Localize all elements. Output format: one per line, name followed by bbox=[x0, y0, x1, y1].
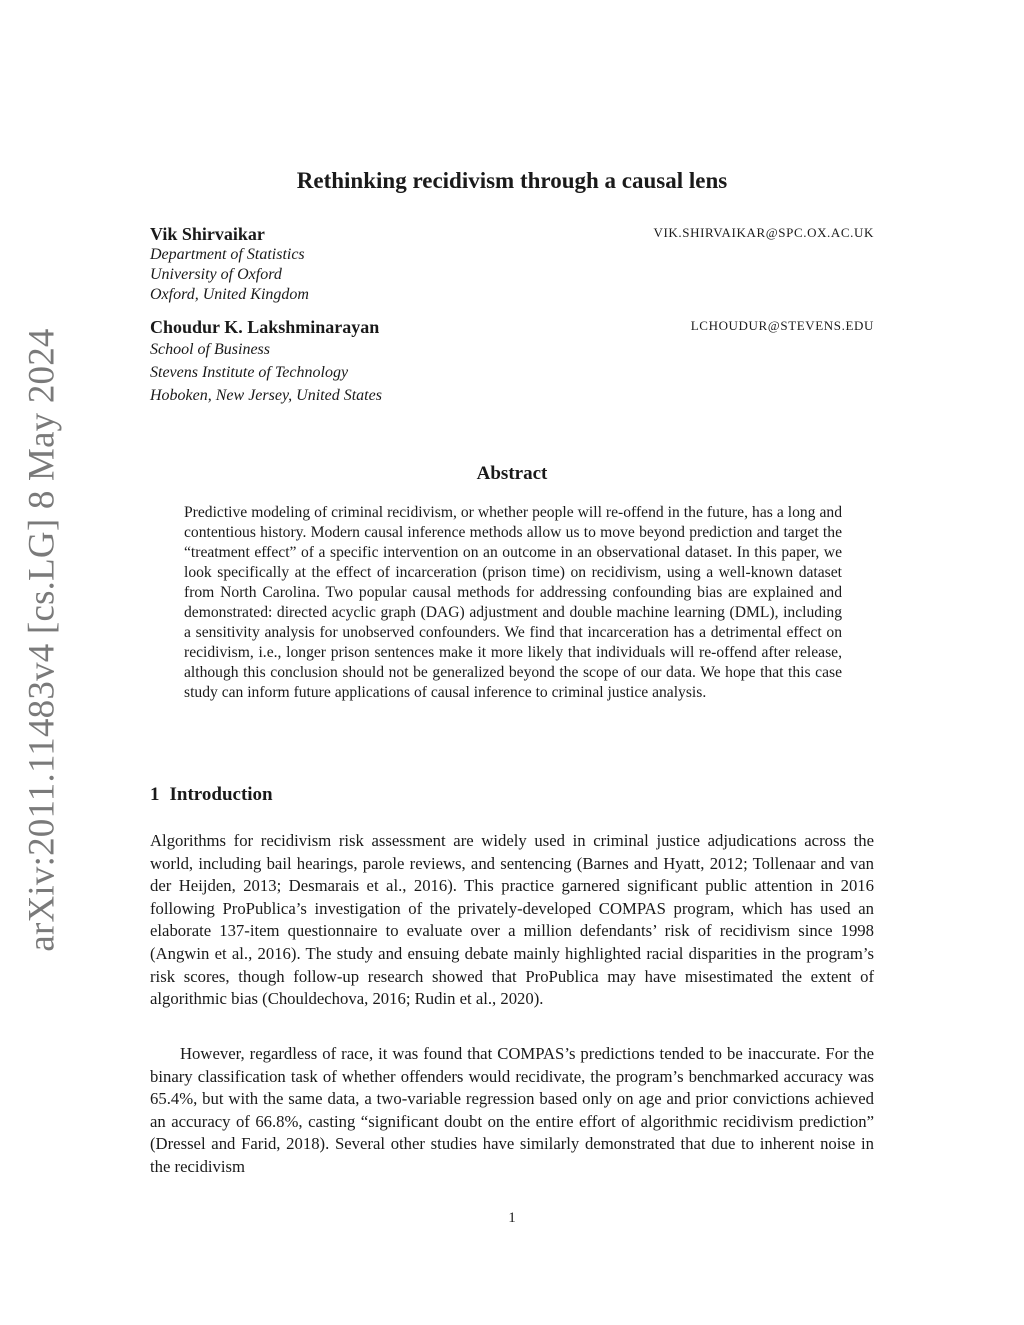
abstract-heading: Abstract bbox=[476, 463, 548, 484]
section-title: Introduction bbox=[169, 784, 273, 805]
author-department: Department of Statistics bbox=[150, 246, 305, 263]
author-department: School of Business bbox=[150, 341, 270, 358]
author-institution: Stevens Institute of Technology bbox=[150, 364, 349, 381]
page-number: 1 bbox=[508, 1210, 516, 1226]
author-location: Hoboken, New Jersey, United States bbox=[150, 387, 382, 404]
author-block-1 bbox=[150, 223, 874, 305]
author-email[interactable]: LCHOUDUR@STEVENS.EDU bbox=[690, 318, 874, 333]
abstract-text: Predictive modeling of criminal recidivism, or whether people will re-offend in the future, has a long and contentious history. Modern causal inference methods allow us to move beyond prediction and target the “treatment effect” of a specific intervention on an outcome in an observational dataset. In this paper, we look specifically at the effect of incarceration (prison time) on recidivism, using a well-known dataset from North Carolina. Two popular causal methods for addressing confounding bias are explained and demonstrated: directed acyclic graph (DAG) adjustment and double machine learning (DML), including a sensitivity analysis for unobserved confounders. We find that incarceration has a detrimental effect on recidivism, i.e., longer prison sentences make it more likely that individuals will re-offend after release, although this conclusion should not be generalized beyond the scope of our data. We hope that this case study can inform future applications of causal inference to criminal justice analysis. bbox=[184, 504, 842, 701]
author-block-2 bbox=[150, 316, 874, 407]
author-name: Vik Shirvaikar bbox=[150, 224, 265, 244]
author-name: Choudur K. Lakshminarayan bbox=[150, 317, 380, 337]
section-heading-introduction bbox=[150, 784, 273, 806]
section-number: 1 bbox=[150, 784, 160, 805]
intro-paragraph-1: Algorithms for recidivism risk assessment are widely used in criminal justice adjudications across the world, including bail hearings, parole reviews, and sentencing (Barnes and Hyatt, 2012; Tollenaar and van der Heijden, 2013; Desmarais et al., 2016). This practice garnered significant public attention in 2016 following ProPublica’s investigation of the privately-developed COMPAS program, which has used an elaborate 137-item questionnaire to evaluate over a million defendants’ risk of recidivism since 1998 (Angwin et al., 2016). The study and ensuing debate mainly highlighted racial disparities in the program’s risk scores, though follow-up research showed that ProPublica may have misestimated the extent of algorithmic bias (Chouldechova, 2016; Rudin et al., 2020). bbox=[150, 831, 874, 1009]
arxiv-identifier-stamp: arXiv:2011.11483v4 [cs.LG] 8 May 2024 bbox=[21, 328, 63, 952]
intro-paragraph-2: However, regardless of race, it was found that COMPAS’s predictions tended to be inaccurate. For the binary classification task of whether offenders would recidivate, the program’s benchmarked accuracy was 65.4%, but with the same data, a two-variable regression based only on age and prior convictions achieved an accuracy of 66.8%, casting “significant doubt on the entire effort of algorithmic recidivism prediction” (Dressel and Farid, 2018). Several other studies have similarly demonstrated that due to inherent noise in the recidivism bbox=[150, 1044, 874, 1176]
paper-title: Rethinking recidivism through a causal lens bbox=[296, 168, 728, 193]
author-institution: University of Oxford bbox=[150, 266, 282, 283]
author-email[interactable]: VIK.SHIRVAIKAR@SPC.OX.AC.UK bbox=[653, 225, 874, 240]
author-location: Oxford, United Kingdom bbox=[150, 286, 309, 303]
